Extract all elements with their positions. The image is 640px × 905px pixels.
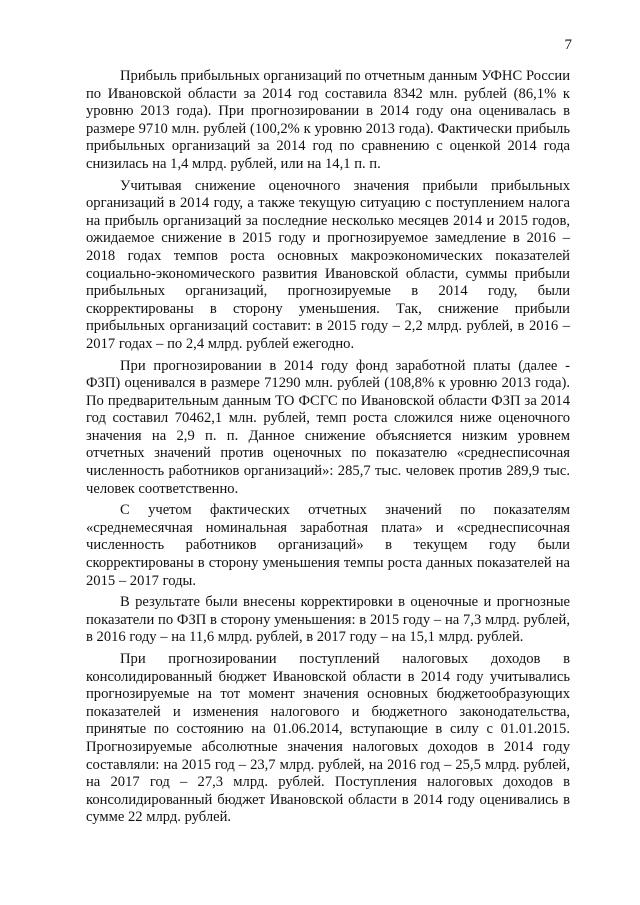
paragraph-payroll-corrections: В результате были внесены корректировки в оценочные и прогнозные показатели по ФЗП в сторону уменьшения: в 2015 году – на 7,3 млрд. рублей, в 2016 году – на 11,6 млрд. рублей, в 2017 году – на 15,1 млрд. рублей. [86, 594, 570, 646]
paragraph-wage-indicators: С учетом фактических отчетных значений по показателям «среднемесячная номинальная заработная плата» и «среднесписочная численность работников организаций» в текущем году были скорректированы в сторону уменьшения темпы роста данных показателей на 2015 – 2017 годы. [86, 502, 570, 589]
paragraph-tax-revenues: При прогнозировании поступлений налоговых доходов в консолидированный бюджет Ивановской области в 2014 году учитывались прогнозируемые на тот момент значения основных бюджетообразующих показателей и изменения налогового и бюджетного законодательства, принятые по состоянию на 01.06.2014, вступающие в силу с 01.01.2015. Прогнозируемые абсолютные значения налоговых доходов в 2014 году составляли: на 2015 год – 23,7 млрд. рублей, на 2016 год – 25,5 млрд. рублей, на 2017 год – 27,3 млрд. рублей. Поступления налоговых доходов в консолидированный бюджет Ивановской области в 2014 году оценивались в сумме 22 млрд. рублей. [86, 651, 570, 826]
paragraph-payroll-fund: При прогнозировании в 2014 году фонд заработной платы (далее - ФЗП) оценивался в размере 71290 млн. рублей (108,8% к уровню 2013 года). По предварительным данным ТО ФСГС по Ивановской области ФЗП за 2014 год составил 70462,1 млн. рублей, темп роста сложился ниже оценочного значения на 2,9 п. п. Данное снижение объясняется низким уровнем отчетных значений против оценочных по показателю «среднесписочная численность работников организаций»: 285,7 тыс. человек против 289,9 тыс. человек соответственно. [86, 357, 570, 497]
page-number: 7 [564, 37, 572, 53]
paragraph-profit: Прибыль прибыльных организаций по отчетным данным УФНС России по Ивановской области за 2014 год составила 8342 млн. рублей (86,1% к уровню 2013 года). При прогнозировании в 2014 году она оценивалась в размере 9710 млн. рублей (100,2% к уровню 2013 года). Фактически прибыль прибыльных организаций за 2014 год по сравнению с оценкой 2014 года снизилась на 1,4 млрд. рублей, или на 14,1 п. п. [86, 68, 570, 172]
body-text [86, 68, 570, 831]
paragraph-profit-adjustment: Учитывая снижение оценочного значения прибыли прибыльных организаций в 2014 году, а также текущую ситуацию с поступлением налога на прибыль организаций за последние несколько месяцев 2014 и 2015 годов, ожидаемое снижение в 2015 году и прогнозируемое замедление в 2016 – 2018 годах темпов роста основных макроэкономических показателей социально-экономического развития Ивановской области, суммы прибыли прибыльных организаций, прогнозируемые в 2014 году, были скорректированы в сторону уменьшения. Так, снижение прибыли прибыльных организаций составит: в 2015 году – 2,2 млрд. рублей, в 2016 – 2017 годах – по 2,4 млрд. рублей ежегодно. [86, 177, 570, 352]
